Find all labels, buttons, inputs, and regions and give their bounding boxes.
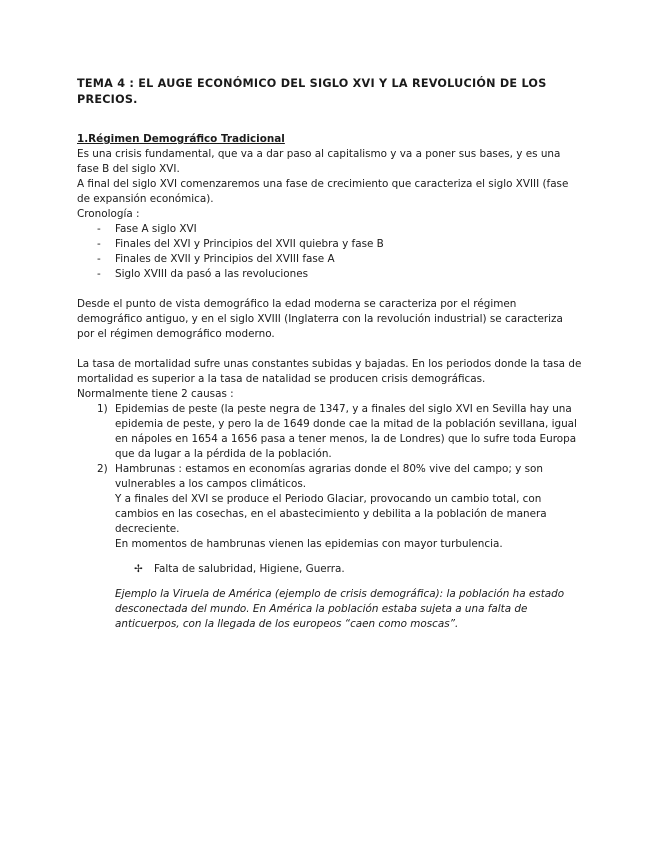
dash-bullet: - [97,268,101,280]
sub-bullet-item [77,562,583,577]
chronology-label: Cronología : [77,208,140,220]
chronology-list [77,222,583,282]
cross-bullet-icon: ✢ [134,563,143,575]
demographic-regime-paragraph: Desde el punto de vista demográfico la edad moderna se caracteriza por el régimen demográfico antiguo, y en el siglo XVIII (Inglaterra con la revolución industrial) se caracteriza por el régimen demográfico moderno. [77,298,563,340]
list-number: 1) [97,403,108,415]
intro-paragraph-1: Es una crisis fundamental, que va a dar paso al capitalismo y va a poner sus bases, y es una fase B del siglo XVI. [77,148,561,175]
document-page [77,76,583,632]
spacer [77,342,583,357]
document-title: TEMA 4 : EL AUGE ECONÓMICO DEL SIGLO XVI Y LA REVOLUCIÓN DE LOS PRECIOS. [77,77,547,106]
list-item-text: Finales de XVII y Principios del XVIII fase A [115,253,335,265]
list-item [77,222,583,237]
causes-label: Normalmente tiene 2 causas : [77,388,234,400]
list-item [77,462,583,552]
cause-text-continued: Y a finales del XVI se produce el Periodo Glaciar, provocando un cambio total, con cambios en las cosechas, en el abastecimiento y debilita a la población de manera decreciente. [115,493,547,535]
list-item-text: Fase A siglo XVI [115,223,197,235]
dash-bullet: - [97,253,101,265]
list-item-text: Finales del XVI y Principios del XVII quiebra y fase B [115,238,384,250]
list-item-text: Siglo XVIII da pasó a las revoluciones [115,268,309,280]
sub-bullet-text: Falta de salubridad, Higiene, Guerra. [154,563,345,575]
list-item [77,402,583,462]
mortality-paragraph: La tasa de mortalidad sufre unas constantes subidas y bajadas. En los periodos donde la tasa de mortalidad es superior a la tasa de natalidad se producen crisis demográficas. [77,358,582,385]
intro-paragraph-2: A final del siglo XVI comenzaremos una fase de crecimiento que caracteriza el siglo XVIII (fase de expansión económica). [77,178,569,205]
cause-text: Epidemias de peste (la peste negra de 1347, y a finales del siglo XVI en Sevilla hay una epidemia de peste, y pero la de 1649 donde cae la mitad de la población sevillana, igual en nápoles en 1654 a 1656 pasa a tener menos, la de Londres) que lo sufre toda Europa que da lugar a la pérdida de la población. [115,403,577,460]
cause-text-continued: En momentos de hambrunas vienen las epidemias con mayor turbulencia. [115,538,503,550]
list-number: 2) [97,463,108,475]
section-heading: 1.Régimen Demográfico Tradicional [77,133,285,145]
list-item [77,237,583,252]
causes-list [77,402,583,552]
dash-bullet: - [97,238,101,250]
list-item [77,252,583,267]
spacer [77,282,583,297]
cause-text: Hambrunas : estamos en economías agrarias donde el 80% vive del campo; y son vulnerables a los campos climáticos. [115,463,543,490]
list-item [77,267,583,282]
example-paragraph: Ejemplo la Viruela de América (ejemplo de crisis demográfica): la población ha estado desconectada del mundo. En América la población estaba sujeta a una falta de anticuerpos, con la llegada de los europeos “caen como moscas”. [115,588,565,630]
dash-bullet: - [97,223,101,235]
